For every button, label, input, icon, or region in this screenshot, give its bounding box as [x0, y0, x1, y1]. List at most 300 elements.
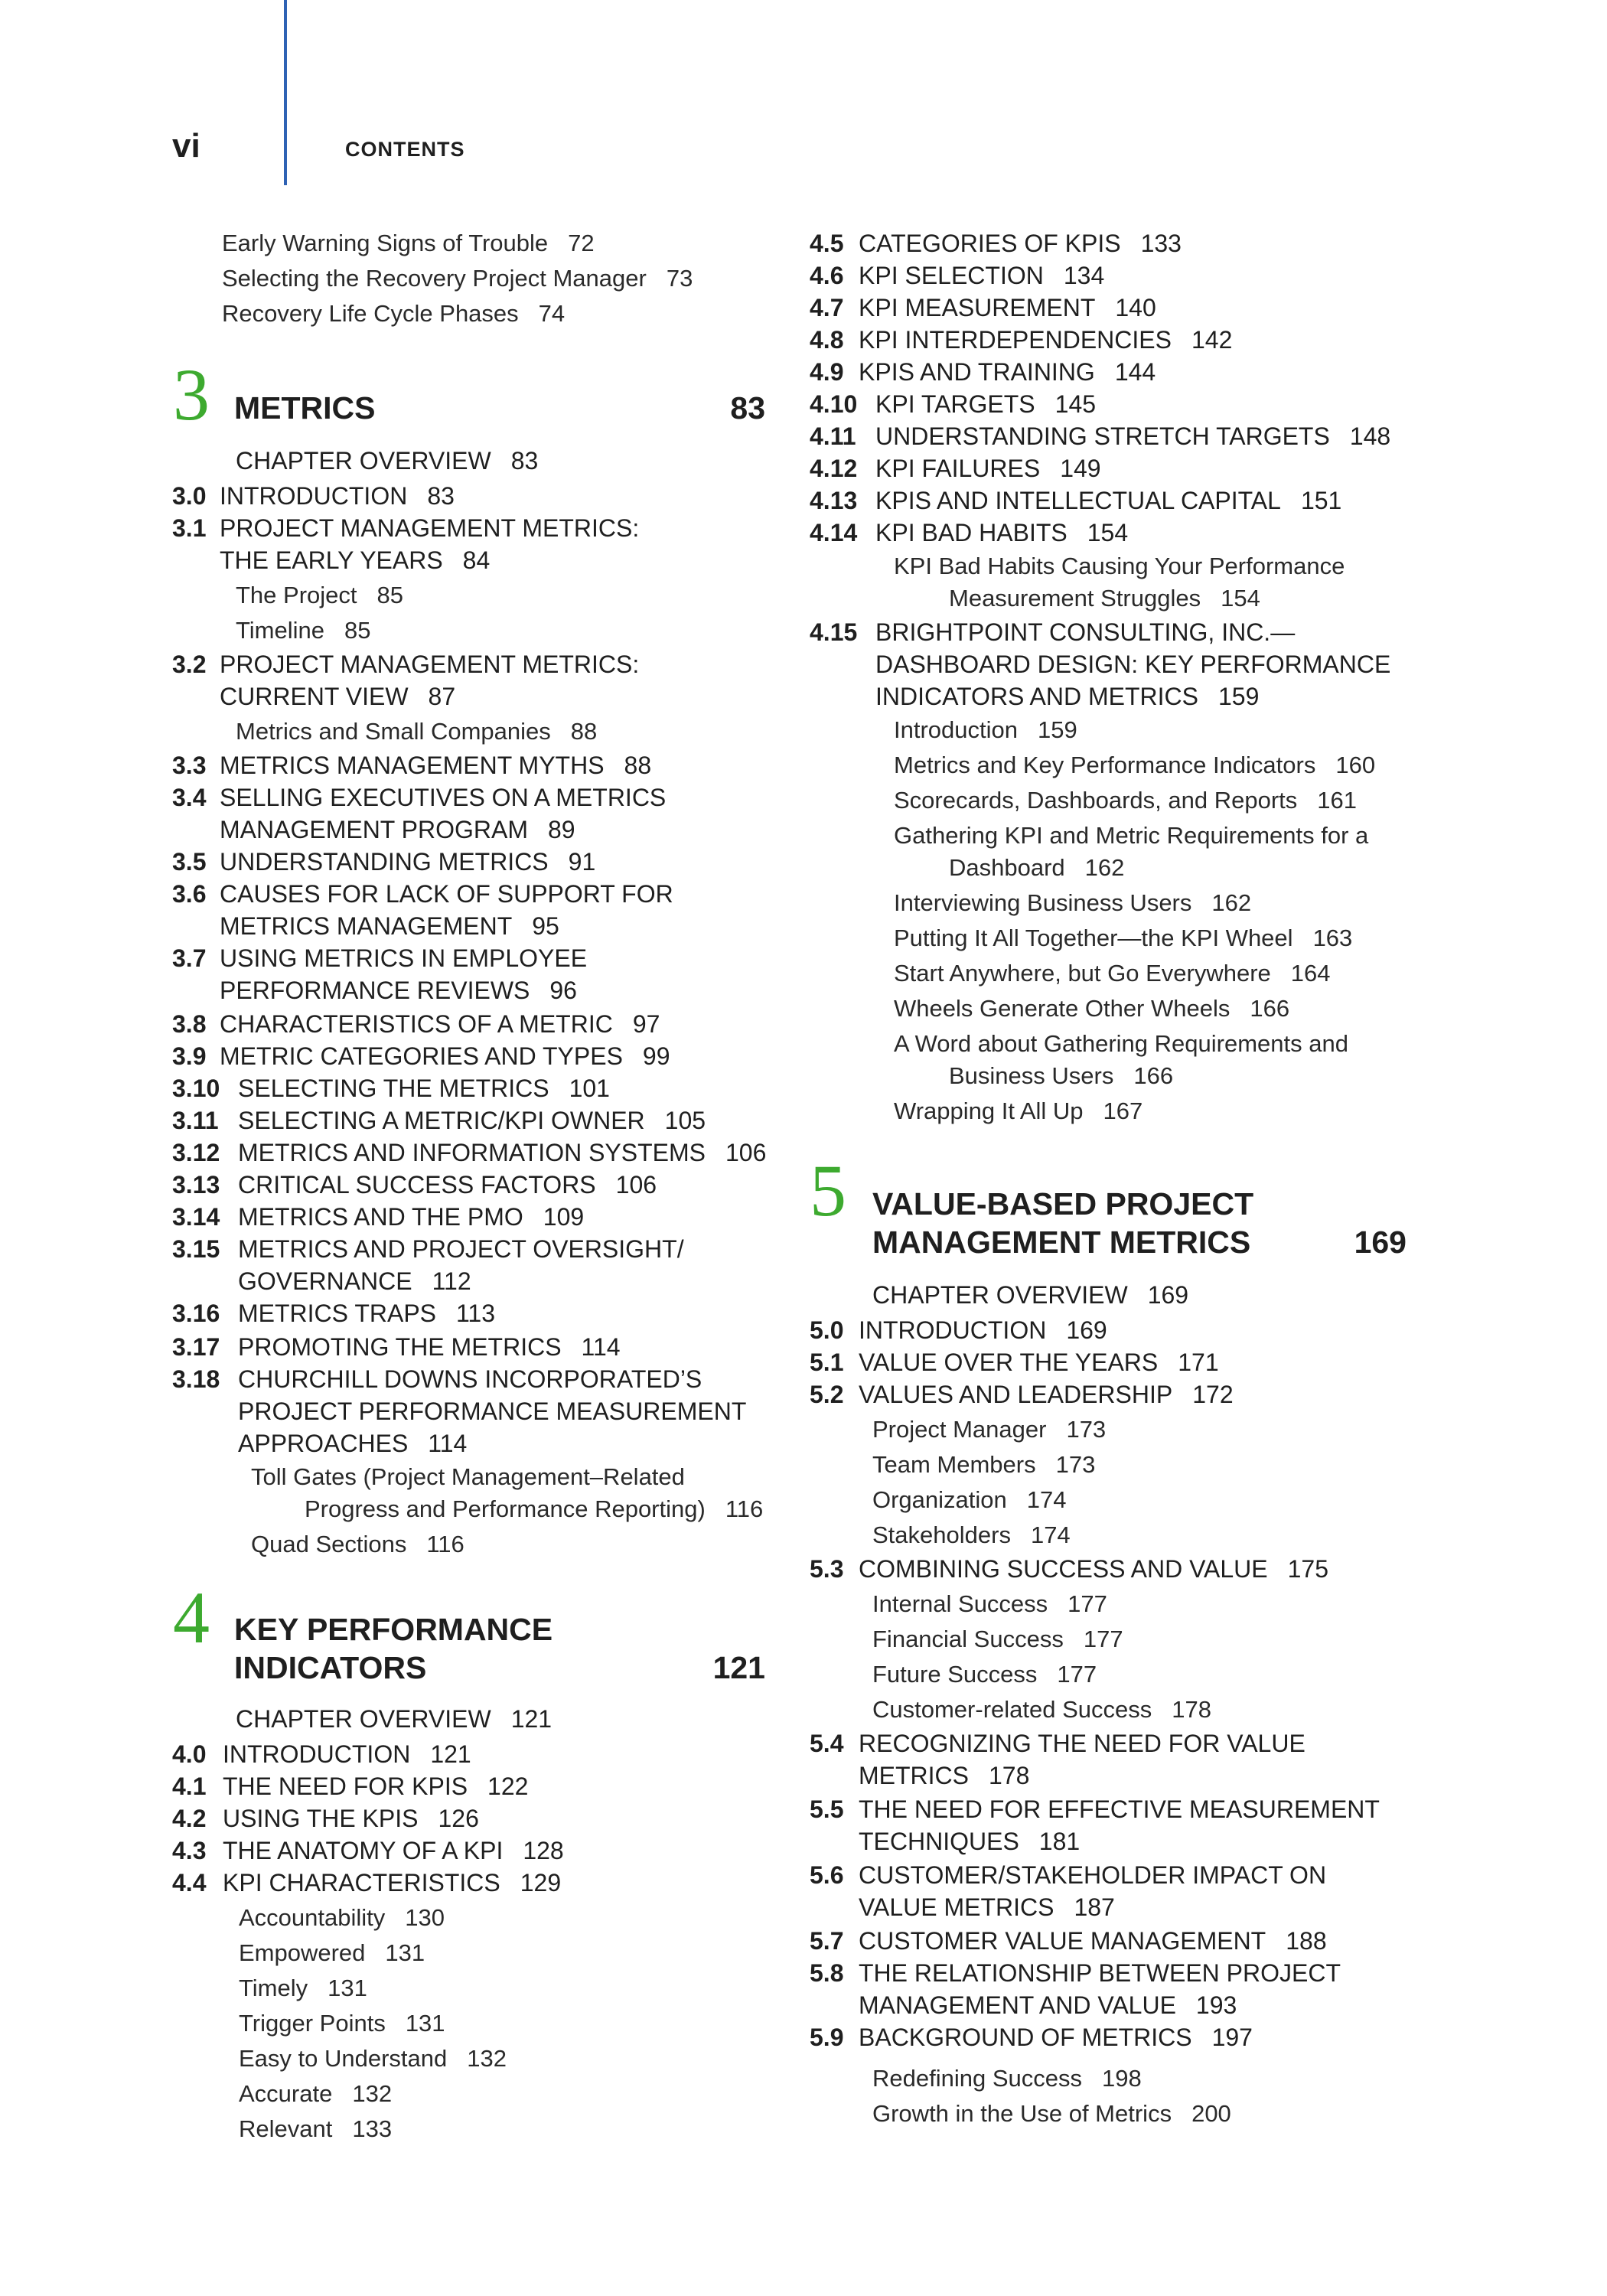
- toc-subsection-entry[interactable]: [239, 2114, 392, 2144]
- entry-title: APPROACHES: [238, 1430, 409, 1457]
- toc-subsection-entry[interactable]: [251, 1529, 464, 1560]
- section-number: 3.12: [172, 1139, 220, 1166]
- chapter-5-title-line2[interactable]: MANAGEMENT METRICS: [872, 1225, 1251, 1260]
- page-number: 169: [1066, 1316, 1107, 1344]
- toc-section-entry[interactable]: [810, 1958, 1341, 1988]
- page-number: 106: [725, 1139, 767, 1166]
- toc-section-entry[interactable]: [172, 1105, 706, 1136]
- page-number: 74: [538, 300, 566, 327]
- entry-title: Quad Sections: [251, 1531, 407, 1557]
- toc-subsection-entry[interactable]: [236, 580, 403, 611]
- toc-section-entry[interactable]: [172, 943, 587, 974]
- entry-title: VALUE METRICS: [859, 1893, 1054, 1921]
- page-number: 164: [1290, 960, 1331, 987]
- page-number: 114: [428, 1430, 468, 1457]
- page-number: 159: [1038, 716, 1077, 743]
- page-number: 128: [523, 1837, 564, 1864]
- page-number: 166: [1250, 995, 1290, 1022]
- toc-section-entry[interactable]: [810, 2022, 1253, 2053]
- toc-section-entry[interactable]: [810, 260, 1104, 291]
- section-number: 3.14: [172, 1203, 220, 1231]
- section-number: 4.13: [810, 487, 858, 514]
- toc-subsection-entry[interactable]: [872, 1694, 1211, 1725]
- entry-title: METRICS MANAGEMENT: [220, 912, 513, 940]
- section-number: 4.7: [810, 294, 844, 321]
- page-number: 177: [1068, 1590, 1107, 1617]
- page-number: 173: [1066, 1416, 1107, 1443]
- chapter-4-number: 4: [173, 1577, 210, 1658]
- entry-title: CHAPTER OVERVIEW: [872, 1281, 1128, 1309]
- toc-section-entry[interactable]: [810, 1794, 1380, 1825]
- toc-section-entry[interactable]: [172, 1169, 657, 1200]
- section-number: 5.6: [810, 1861, 844, 1889]
- entry-title: Early Warning Signs of Trouble: [222, 230, 549, 256]
- toc-section-entry[interactable]: [810, 1728, 1305, 1759]
- toc-entry[interactable]: [859, 1826, 1080, 1857]
- entry-title: Putting It All Together—the KPI Wheel: [894, 925, 1293, 951]
- page-number: 95: [532, 912, 559, 940]
- page-number: 161: [1317, 787, 1358, 814]
- entry-title: PROJECT MANAGEMENT METRICS:: [220, 651, 640, 678]
- page-number: 101: [569, 1075, 610, 1102]
- toc-subsection-entry[interactable]: [305, 1494, 763, 1525]
- entry-title: Stakeholders: [872, 1521, 1011, 1548]
- toc-section-entry[interactable]: [810, 389, 1096, 419]
- entry-title: KPI CHARACTERISTICS: [223, 1869, 500, 1896]
- page-number: 99: [642, 1042, 670, 1070]
- page-number: 113: [456, 1300, 496, 1327]
- entry-title: Internal Success: [872, 1590, 1048, 1617]
- toc-subsection-entry[interactable]: [872, 2099, 1231, 2129]
- page-number: 87: [428, 683, 456, 710]
- page-number: 121: [510, 1705, 553, 1733]
- entry-title: Metrics and Small Companies: [236, 718, 551, 745]
- entry-title: UNDERSTANDING METRICS: [220, 848, 549, 876]
- entry-title: THE NEED FOR EFFECTIVE MEASUREMENT: [859, 1795, 1380, 1823]
- toc-subsection-entry[interactable]: [894, 1029, 1348, 1059]
- toc-section-entry[interactable]: [810, 617, 1295, 647]
- toc-section-entry[interactable]: [172, 649, 639, 680]
- entry-title: Timely: [239, 1975, 308, 2001]
- page-number: 140: [1115, 294, 1156, 321]
- section-number: 3.11: [172, 1107, 219, 1134]
- page-number: 114: [581, 1333, 621, 1361]
- page-number: 88: [624, 752, 652, 779]
- entry-title: CHAPTER OVERVIEW: [236, 447, 491, 475]
- entry-title: INTRODUCTION: [223, 1740, 411, 1768]
- page-number: 154: [1221, 585, 1260, 612]
- toc-section-entry[interactable]: [810, 421, 1390, 452]
- toc-subsection-entry[interactable]: [239, 1938, 425, 1968]
- section-number: 4.10: [810, 390, 858, 418]
- page-number: 163: [1312, 925, 1353, 951]
- toc-entry[interactable]: [236, 1704, 552, 1734]
- entry-title: MANAGEMENT PROGRAM: [220, 816, 528, 843]
- toc-subsection-entry[interactable]: [949, 1061, 1173, 1091]
- page-number: 160: [1335, 752, 1376, 778]
- toc-subsection-entry[interactable]: [872, 1589, 1107, 1619]
- page-number: 181: [1038, 1828, 1081, 1855]
- page-number: 109: [543, 1203, 585, 1231]
- section-number: 3.13: [172, 1171, 220, 1199]
- section-number: 3.0: [172, 482, 207, 510]
- chapter-4-title-line2[interactable]: INDICATORS: [234, 1650, 427, 1685]
- section-number: 4.2: [172, 1805, 207, 1832]
- entry-title: Team Members: [872, 1451, 1036, 1478]
- section-number: 3.9: [172, 1042, 207, 1070]
- section-number: 4.14: [810, 519, 858, 546]
- page-number: 177: [1057, 1661, 1097, 1688]
- toc-section-entry[interactable]: [172, 1137, 766, 1168]
- section-number: 5.0: [810, 1316, 844, 1344]
- toc-section-entry[interactable]: [810, 228, 1182, 259]
- chapter-3-title[interactable]: METRICS: [234, 390, 376, 426]
- toc-section-entry[interactable]: [172, 1041, 670, 1071]
- page-number: 131: [405, 2010, 445, 2037]
- entry-title: Timeline: [236, 617, 324, 644]
- toc-section-entry[interactable]: [172, 1835, 564, 1866]
- toc-entry[interactable]: [238, 1428, 467, 1459]
- section-number: 3.10: [172, 1075, 220, 1102]
- entry-title: KPI MEASUREMENT: [859, 294, 1096, 321]
- toc-section-entry[interactable]: [172, 481, 455, 511]
- toc-entry[interactable]: [875, 649, 1390, 680]
- toc-section-entry[interactable]: [172, 1234, 684, 1264]
- toc-subsection-entry[interactable]: [894, 551, 1345, 582]
- section-number: 3.5: [172, 848, 207, 876]
- toc-section-entry[interactable]: [172, 1332, 621, 1362]
- entry-title: KPI FAILURES: [875, 455, 1041, 482]
- toc-subsection-entry[interactable]: [872, 1485, 1067, 1515]
- page-number: 159: [1217, 683, 1260, 710]
- entry-title: Business Users: [949, 1062, 1114, 1089]
- toc-subsection-entry[interactable]: [894, 888, 1251, 918]
- entry-title: Financial Success: [872, 1626, 1064, 1652]
- toc-subsection-entry[interactable]: [949, 853, 1124, 883]
- toc-section-entry[interactable]: [172, 1202, 584, 1232]
- entry-title: CUSTOMER VALUE MANAGEMENT: [859, 1927, 1266, 1955]
- entry-title: USING THE KPIS: [223, 1805, 419, 1832]
- entry-title: Trigger Points: [239, 2010, 386, 2037]
- entry-title: CAUSES FOR LACK OF SUPPORT FOR: [220, 880, 673, 908]
- toc-section-entry[interactable]: [172, 1803, 479, 1834]
- page-number: 188: [1286, 1927, 1327, 1955]
- toc-section-entry[interactable]: [810, 1315, 1107, 1345]
- toc-subsection-entry[interactable]: [872, 1520, 1071, 1551]
- entry-title: KPI BAD HABITS: [875, 519, 1068, 546]
- section-number: 5.5: [810, 1795, 844, 1823]
- page-number: 126: [438, 1805, 479, 1832]
- section-number: 4.1: [172, 1773, 207, 1800]
- toc-section-entry[interactable]: [810, 1554, 1328, 1584]
- toc-subsection-entry[interactable]: [239, 2043, 507, 2074]
- section-number: 3.2: [172, 651, 207, 678]
- toc-subsection-entry[interactable]: [239, 1973, 367, 2004]
- page-number: 129: [520, 1869, 562, 1896]
- section-number: 3.8: [172, 1010, 207, 1038]
- toc-entry[interactable]: [220, 814, 575, 845]
- toc-entry[interactable]: [859, 1892, 1115, 1923]
- section-number: 4.9: [810, 358, 844, 386]
- toc-section-entry[interactable]: [810, 485, 1341, 516]
- toc-section-entry[interactable]: [172, 513, 639, 543]
- toc-section-entry[interactable]: [810, 325, 1232, 355]
- section-number: 3.6: [172, 880, 207, 908]
- entry-title: Scorecards, Dashboards, and Reports: [894, 787, 1298, 814]
- toc-subsection-entry[interactable]: [236, 615, 370, 646]
- entry-title: Relevant: [239, 2115, 333, 2142]
- section-number: 4.4: [172, 1869, 207, 1896]
- page-number: 175: [1287, 1555, 1329, 1583]
- entry-title: DASHBOARD DESIGN: KEY PERFORMANCE: [875, 651, 1391, 678]
- page-number: 151: [1300, 487, 1342, 514]
- entry-title: GOVERNANCE: [238, 1267, 412, 1295]
- entry-title: VALUES AND LEADERSHIP: [859, 1381, 1173, 1408]
- entry-title: Wheels Generate Other Wheels: [894, 995, 1231, 1022]
- section-number: 3.15: [172, 1235, 220, 1263]
- page-number: 174: [1030, 1521, 1071, 1548]
- toc-subsection-entry[interactable]: [894, 820, 1368, 851]
- toc-section-entry[interactable]: [810, 292, 1156, 323]
- toc-section-entry[interactable]: [172, 879, 673, 909]
- chapter-4-title-line1[interactable]: KEY PERFORMANCE: [234, 1612, 553, 1647]
- page-number: 131: [385, 1939, 425, 1966]
- entry-title: COMBINING SUCCESS AND VALUE: [859, 1555, 1268, 1583]
- entry-title: INTRODUCTION: [220, 482, 408, 510]
- entry-title: RECOGNIZING THE NEED FOR VALUE: [859, 1730, 1305, 1757]
- toc-entry[interactable]: [238, 1266, 471, 1296]
- page-number: 145: [1054, 390, 1097, 418]
- entry-title: THE RELATIONSHIP BETWEEN PROJECT: [859, 1959, 1341, 1987]
- entry-title: METRICS MANAGEMENT MYTHS: [220, 752, 605, 779]
- entry-title: PROJECT PERFORMANCE MEASUREMENT: [238, 1397, 747, 1425]
- entry-title: Measurement Struggles: [949, 585, 1201, 612]
- section-number: 4.8: [810, 326, 844, 354]
- entry-title: The Project: [236, 582, 357, 608]
- entry-title: KPI SELECTION: [859, 262, 1044, 289]
- section-number: 3.1: [172, 514, 207, 542]
- entry-title: KPI TARGETS: [875, 390, 1035, 418]
- entry-title: Redefining Success: [872, 2065, 1082, 2092]
- entry-title: UNDERSTANDING STRETCH TARGETS: [875, 422, 1330, 450]
- section-number: 5.2: [810, 1381, 844, 1408]
- entry-title: CHURCHILL DOWNS INCORPORATED’S: [238, 1365, 702, 1393]
- toc-subsection-entry[interactable]: [872, 1624, 1123, 1655]
- section-number: 3.17: [172, 1333, 220, 1361]
- toc-entry[interactable]: [220, 975, 577, 1006]
- section-number: 4.6: [810, 262, 844, 289]
- page-number: 106: [615, 1171, 657, 1199]
- toc-entry[interactable]: [220, 681, 455, 712]
- page-number: 173: [1055, 1451, 1096, 1478]
- section-number: 4.0: [172, 1740, 207, 1768]
- toc-entry[interactable]: [220, 545, 490, 576]
- toc-subsection-entry[interactable]: [894, 785, 1357, 816]
- chapter-5-title-line1[interactable]: VALUE-BASED PROJECT: [872, 1186, 1254, 1221]
- toc-section-entry[interactable]: [172, 1298, 495, 1329]
- page-number: 84: [462, 546, 491, 574]
- toc-subsection-entry[interactable]: [894, 993, 1289, 1024]
- running-title: CONTENTS: [345, 138, 465, 161]
- entry-title: Easy to Understand: [239, 2045, 448, 2072]
- toc-entry[interactable]: [872, 1280, 1188, 1310]
- entry-title: Accurate: [239, 2080, 333, 2107]
- section-number: 3.16: [172, 1300, 220, 1327]
- toc-section-entry[interactable]: [810, 1379, 1234, 1410]
- page-number: 116: [426, 1531, 464, 1557]
- toc-section-entry[interactable]: [810, 1347, 1219, 1378]
- toc-subsection-entry[interactable]: [894, 750, 1375, 781]
- page-number: 105: [664, 1107, 706, 1134]
- entry-title: Project Manager: [872, 1416, 1047, 1443]
- entry-title: SELECTING THE METRICS: [238, 1075, 549, 1102]
- toc-section-entry[interactable]: [810, 357, 1156, 387]
- toc-subsection-entry[interactable]: [222, 263, 693, 294]
- page-number: 97: [632, 1010, 660, 1038]
- page-number: 83: [510, 447, 539, 475]
- toc-section-entry[interactable]: [172, 782, 666, 813]
- page-number: 122: [487, 1773, 529, 1800]
- toc-section-entry[interactable]: [810, 453, 1101, 484]
- toc-subsection-entry[interactable]: [894, 958, 1331, 989]
- page-number: 73: [666, 265, 693, 292]
- page-number: 132: [467, 2045, 507, 2072]
- toc-subsection-entry[interactable]: [222, 228, 595, 259]
- toc-section-entry[interactable]: [172, 1739, 471, 1769]
- toc-section-entry[interactable]: [172, 1867, 561, 1898]
- toc-entry[interactable]: [238, 1396, 746, 1427]
- page-number: 133: [352, 2115, 393, 2142]
- chapter-4-page: 121: [712, 1650, 765, 1685]
- section-number: 5.4: [810, 1730, 844, 1757]
- toc-subsection-entry[interactable]: [894, 715, 1077, 745]
- entry-title: Empowered: [239, 1939, 366, 1966]
- page-number: 174: [1026, 1486, 1067, 1513]
- toc-section-entry[interactable]: [810, 517, 1128, 548]
- entry-title: PERFORMANCE REVIEWS: [220, 977, 530, 1004]
- toc-subsection-entry[interactable]: [222, 298, 565, 329]
- toc-section-entry[interactable]: [172, 1771, 528, 1802]
- toc-entry[interactable]: [859, 1760, 1029, 1791]
- toc-section-entry[interactable]: [172, 1009, 660, 1039]
- page-number: 133: [1140, 230, 1182, 257]
- entry-title: Toll Gates (Project Management–Related: [251, 1463, 685, 1490]
- toc-subsection-entry[interactable]: [872, 1450, 1095, 1480]
- toc-section-entry[interactable]: [172, 1364, 702, 1394]
- entry-title: INDICATORS AND METRICS: [875, 683, 1198, 710]
- entry-title: Progress and Performance Reporting): [305, 1495, 706, 1522]
- section-number: 5.3: [810, 1555, 844, 1583]
- page-number: 85: [376, 582, 403, 608]
- entry-title: Growth in the Use of Metrics: [872, 2100, 1172, 2127]
- page-number: 177: [1083, 1626, 1123, 1652]
- page-number: 134: [1063, 262, 1105, 289]
- chapter-5-page: 169: [1354, 1225, 1407, 1260]
- page-number: 88: [570, 718, 598, 745]
- entry-title: KPI Bad Habits Causing Your Performance: [894, 553, 1345, 579]
- toc-section-entry[interactable]: [172, 1073, 610, 1104]
- section-number: 4.15: [810, 618, 858, 646]
- entry-title: PROMOTING THE METRICS: [238, 1333, 562, 1361]
- page-number: 193: [1195, 1991, 1237, 2019]
- entry-title: Metrics and Key Performance Indicators: [894, 752, 1316, 778]
- page-number: 116: [725, 1495, 764, 1522]
- toc-subsection-entry[interactable]: [239, 2008, 445, 2039]
- toc-entry[interactable]: [236, 445, 538, 476]
- entry-title: Future Success: [872, 1661, 1038, 1688]
- toc-subsection-entry[interactable]: [894, 1096, 1143, 1127]
- entry-title: CUSTOMER/STAKEHOLDER IMPACT ON: [859, 1861, 1327, 1889]
- section-number: 4.11: [810, 422, 856, 450]
- entry-title: Gathering KPI and Metric Requirements for a: [894, 822, 1369, 849]
- page-number: 132: [352, 2080, 393, 2107]
- toc-subsection-entry[interactable]: [251, 1462, 685, 1492]
- toc-entry[interactable]: [859, 1990, 1237, 2020]
- section-number: 4.12: [810, 455, 858, 482]
- page-number: 162: [1211, 889, 1252, 916]
- entry-title: Selecting the Recovery Project Manager: [222, 265, 647, 292]
- entry-title: Customer-related Success: [872, 1696, 1152, 1723]
- toc-entry[interactable]: [875, 681, 1259, 712]
- entry-title: METRIC CATEGORIES AND TYPES: [220, 1042, 623, 1070]
- page-number: 200: [1191, 2100, 1231, 2127]
- toc-subsection-entry[interactable]: [872, 2063, 1142, 2094]
- toc-subsection-entry[interactable]: [894, 923, 1352, 954]
- entry-title: MANAGEMENT AND VALUE: [859, 1991, 1176, 2019]
- page-number: 96: [549, 977, 577, 1004]
- entry-title: TECHNIQUES: [859, 1828, 1019, 1855]
- toc-subsection-entry[interactable]: [872, 1414, 1106, 1445]
- toc-subsection-entry[interactable]: [949, 583, 1260, 614]
- entry-title: A Word about Gathering Requirements and: [894, 1030, 1348, 1057]
- toc-subsection-entry[interactable]: [239, 1903, 445, 1933]
- page-number: 198: [1102, 2065, 1142, 2092]
- entry-title: BACKGROUND OF METRICS: [859, 2024, 1192, 2051]
- page-number: 85: [344, 617, 371, 644]
- toc-entry[interactable]: [220, 911, 559, 941]
- chapter-5-number: 5: [810, 1150, 846, 1231]
- entry-title: Accountability: [239, 1904, 386, 1931]
- entry-title: Recovery Life Cycle Phases: [222, 300, 519, 327]
- chapter-3-page: 83: [730, 390, 765, 426]
- toc-subsection-entry[interactable]: [239, 2079, 392, 2109]
- toc-subsection-entry[interactable]: [236, 716, 597, 747]
- toc-section-entry[interactable]: [810, 1926, 1327, 1956]
- entry-title: VALUE OVER THE YEARS: [859, 1349, 1159, 1376]
- chapter-3-number: 3: [173, 354, 210, 435]
- entry-title: CATEGORIES OF KPIS: [859, 230, 1121, 257]
- toc-section-entry[interactable]: [172, 750, 651, 781]
- entry-title: THE EARLY YEARS: [220, 546, 443, 574]
- page-number: 187: [1074, 1893, 1115, 1921]
- toc-subsection-entry[interactable]: [872, 1659, 1097, 1690]
- entry-title: Start Anywhere, but Go Everywhere: [894, 960, 1271, 987]
- page-number: 171: [1178, 1349, 1219, 1376]
- toc-section-entry[interactable]: [172, 846, 595, 877]
- page-number: 197: [1211, 2024, 1253, 2051]
- section-number: 3.18: [172, 1365, 220, 1393]
- section-number: 4.3: [172, 1837, 207, 1864]
- toc-section-entry[interactable]: [810, 1860, 1326, 1890]
- entry-title: Wrapping It All Up: [894, 1097, 1084, 1124]
- page-number: 130: [405, 1904, 445, 1931]
- section-number: 4.5: [810, 230, 844, 257]
- section-number: 5.8: [810, 1959, 844, 1987]
- page-number: 89: [548, 816, 575, 843]
- page-number: 169: [1147, 1281, 1189, 1309]
- section-number: 5.1: [810, 1349, 844, 1376]
- entry-title: THE ANATOMY OF A KPI: [223, 1837, 504, 1864]
